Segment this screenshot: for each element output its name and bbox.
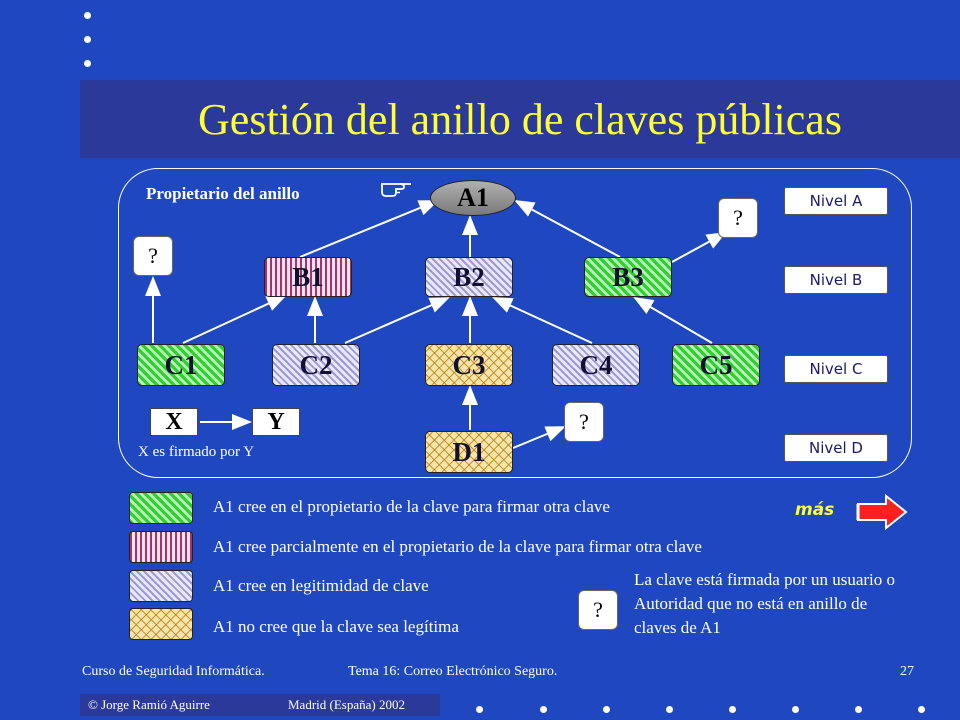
- footer-topic: Tema 16: Correo Electrónico Seguro.: [348, 664, 558, 679]
- footer-author: © Jorge Ramió Aguirre: [88, 697, 210, 712]
- level-c: Nivel C: [784, 355, 888, 383]
- unknown-signer-box: [718, 198, 758, 238]
- owner-label: Propietario del anillo: [146, 184, 300, 203]
- more-link[interactable]: más: [795, 500, 835, 520]
- legend-swatch-legit: [129, 570, 193, 602]
- level-b: Nivel B: [784, 266, 888, 294]
- node-c1: [137, 344, 225, 386]
- unknown-signer-box: [133, 236, 173, 276]
- arrow-c5-b3: [635, 298, 712, 343]
- node-c2-label: C2: [299, 349, 333, 380]
- arrow-d1-q: [513, 427, 564, 448]
- note-question-label: ?: [593, 597, 603, 622]
- arrow-b3-a1: [516, 201, 620, 257]
- slide-title: Gestión del anillo de claves públicas: [198, 94, 842, 144]
- example-x-label: X: [165, 408, 183, 435]
- legend-full-trust: A1 cree en el propietario de la clave para firmar otra clave: [213, 497, 610, 516]
- example-x-box: [150, 408, 198, 436]
- arrow-b1-a1: [300, 201, 437, 257]
- unknown-signer-label: ?: [733, 205, 743, 230]
- node-c3: [425, 344, 513, 386]
- arrow-b3-q: [672, 233, 725, 262]
- footer-place: Madrid (España) 2002: [288, 697, 405, 712]
- node-b1-label: B1: [292, 261, 324, 292]
- arrow-c4-b2: [494, 298, 592, 343]
- legend-legit: A1 cree en legitimidad de clave: [213, 576, 429, 595]
- unknown-signer-label: ?: [579, 409, 589, 434]
- node-d1: [425, 431, 513, 473]
- legend-swatch-partial-trust: [129, 531, 193, 563]
- node-b3: [584, 257, 672, 297]
- level-a: Nivel A: [784, 187, 888, 215]
- node-c4-label: C4: [579, 349, 613, 380]
- next-arrow-icon[interactable]: [856, 494, 908, 530]
- pointing-hand-icon: [380, 174, 414, 198]
- arrow-c1-b1: [183, 296, 285, 343]
- node-c5: [672, 344, 760, 386]
- node-c4: [552, 344, 640, 386]
- footer-page-number: 27: [900, 664, 914, 679]
- node-b1: [264, 257, 352, 297]
- footer-course: Curso de Seguridad Informática.: [82, 664, 265, 679]
- unknown-signer-label: ?: [148, 243, 158, 268]
- node-c3-label: C3: [452, 349, 486, 380]
- legend-swatch-full-trust: [129, 492, 193, 524]
- arrow-c2-b2: [345, 298, 448, 343]
- question-note: La clave está firmada por un usuario o Autoridad que no está en anillo de claves de A1: [634, 570, 896, 637]
- example-caption: X es firmado por Y: [138, 444, 255, 460]
- node-a1: [430, 180, 516, 216]
- legend-partial-trust: A1 cree parcialmente en el propietario de la clave para firmar otra clave: [213, 537, 702, 556]
- level-d: Nivel D: [784, 434, 888, 462]
- node-d1-label: D1: [452, 436, 486, 467]
- example-y-label: Y: [267, 408, 285, 435]
- node-b2-label: B2: [453, 261, 485, 292]
- node-c1-label: C1: [164, 349, 198, 380]
- node-a1-label: A1: [457, 183, 489, 212]
- note-question-box: [578, 590, 618, 630]
- example-y-box: [252, 408, 300, 436]
- node-c5-label: C5: [699, 349, 733, 380]
- node-b3-label: B3: [612, 261, 644, 292]
- legend-not-legit: A1 no cree que la clave sea legítima: [213, 617, 459, 636]
- node-c2: [272, 344, 360, 386]
- legend-swatch-not-legit: [129, 608, 193, 640]
- node-b2: [425, 257, 513, 297]
- unknown-signer-box: [564, 402, 604, 442]
